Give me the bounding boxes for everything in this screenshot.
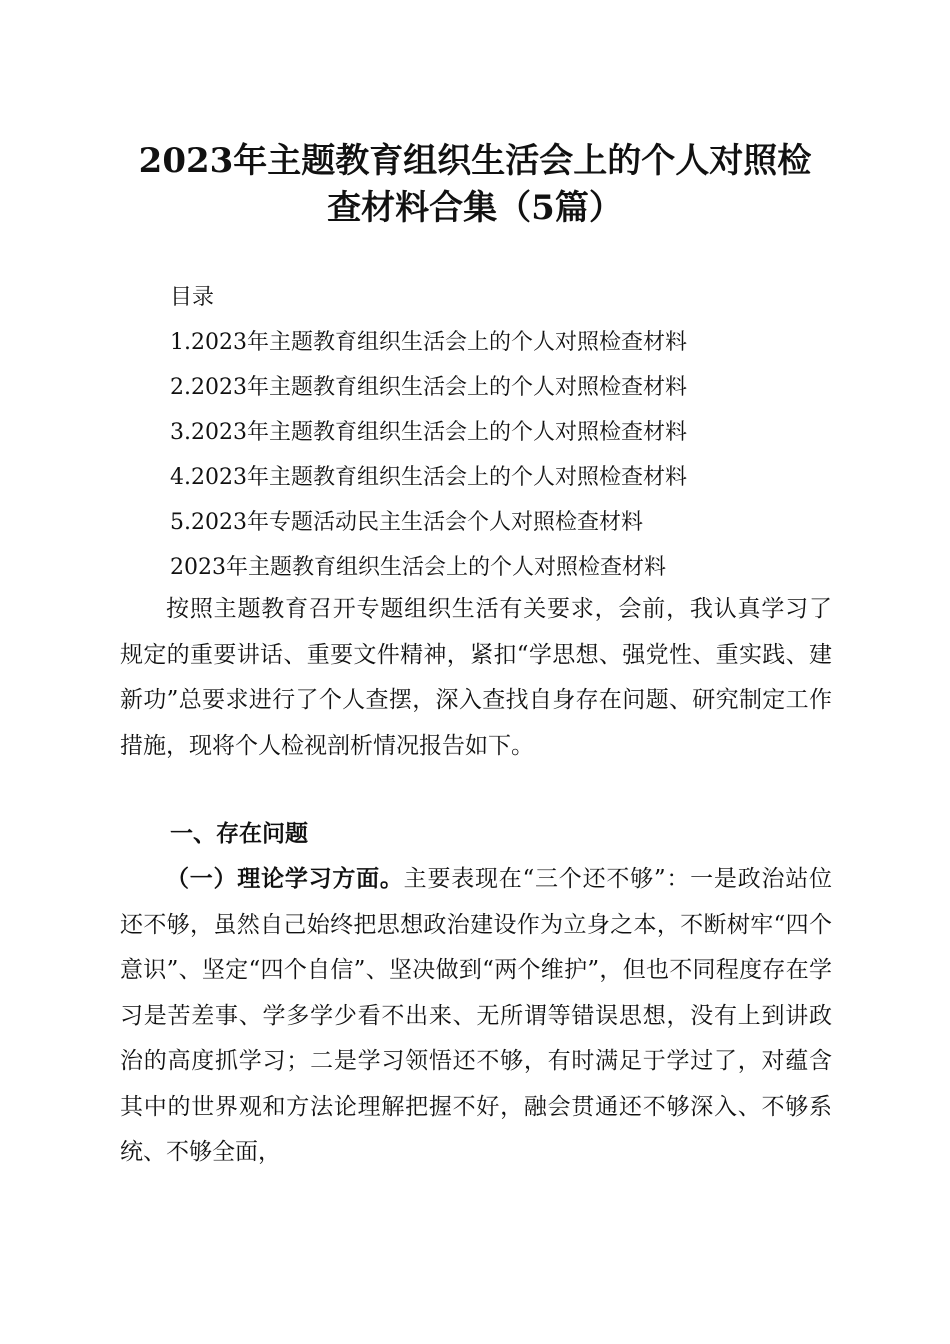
toc-item-4: 4.2023年主题教育组织生活会上的个人对照检查材料: [170, 465, 687, 490]
toc-item-2: 2.2023年主题教育组织生活会上的个人对照检查材料: [170, 375, 687, 400]
toc-item-5: 5.2023年专题活动民主生活会个人对照检查材料: [170, 510, 643, 535]
document-title: [100, 138, 850, 232]
title-line-2: 查材料合集（5篇）: [327, 188, 623, 228]
title-line-1: 2023年主题教育组织生活会上的个人对照检: [138, 141, 812, 181]
toc-item-1: 1.2023年主题教育组织生活会上的个人对照检查材料: [170, 330, 687, 355]
toc-item-3: 3.2023年主题教育组织生活会上的个人对照检查材料: [170, 420, 687, 445]
section-title: 2023年主题教育组织生活会上的个人对照检查材料: [170, 555, 666, 580]
toc-heading: 目录: [170, 285, 215, 310]
paragraph-theory-study-body: 主要表现在“三个还不够”：一是政治站位还不够，虽然自己始终把思想政治建设作为立身之本，不断树牢“四个意识”、坚定“四个自信”、坚决做到“两个维护”，但也不同程度存在学习是苦差事、学多学少看不出来、无所谓等错误思想，没有上到讲政治的高度抓学习；二是学习领悟还不够，有时满足于学过了，对蕴含其中的世界观和方法论理解把握不好，融会贯通还不够深入、不够系统、不够全面，: [120, 866, 832, 1165]
table-of-contents: [170, 275, 850, 590]
paragraph-theory-study: [120, 857, 832, 1176]
intro-paragraph: 按照主题教育召开专题组织生活有关要求，会前，我认真学习了规定的重要讲话、重要文件精神，紧扣“学思想、强党性、重实践、建新功”总要求进行了个人查摆，深入查找自身存在问题、研究制定工作措施，现将个人检视剖析情况报告如下。: [120, 596, 832, 759]
subheading-theory-study: （一）理论学习方面。: [166, 866, 404, 892]
heading-existing-problems: 一、存在问题: [170, 821, 308, 847]
